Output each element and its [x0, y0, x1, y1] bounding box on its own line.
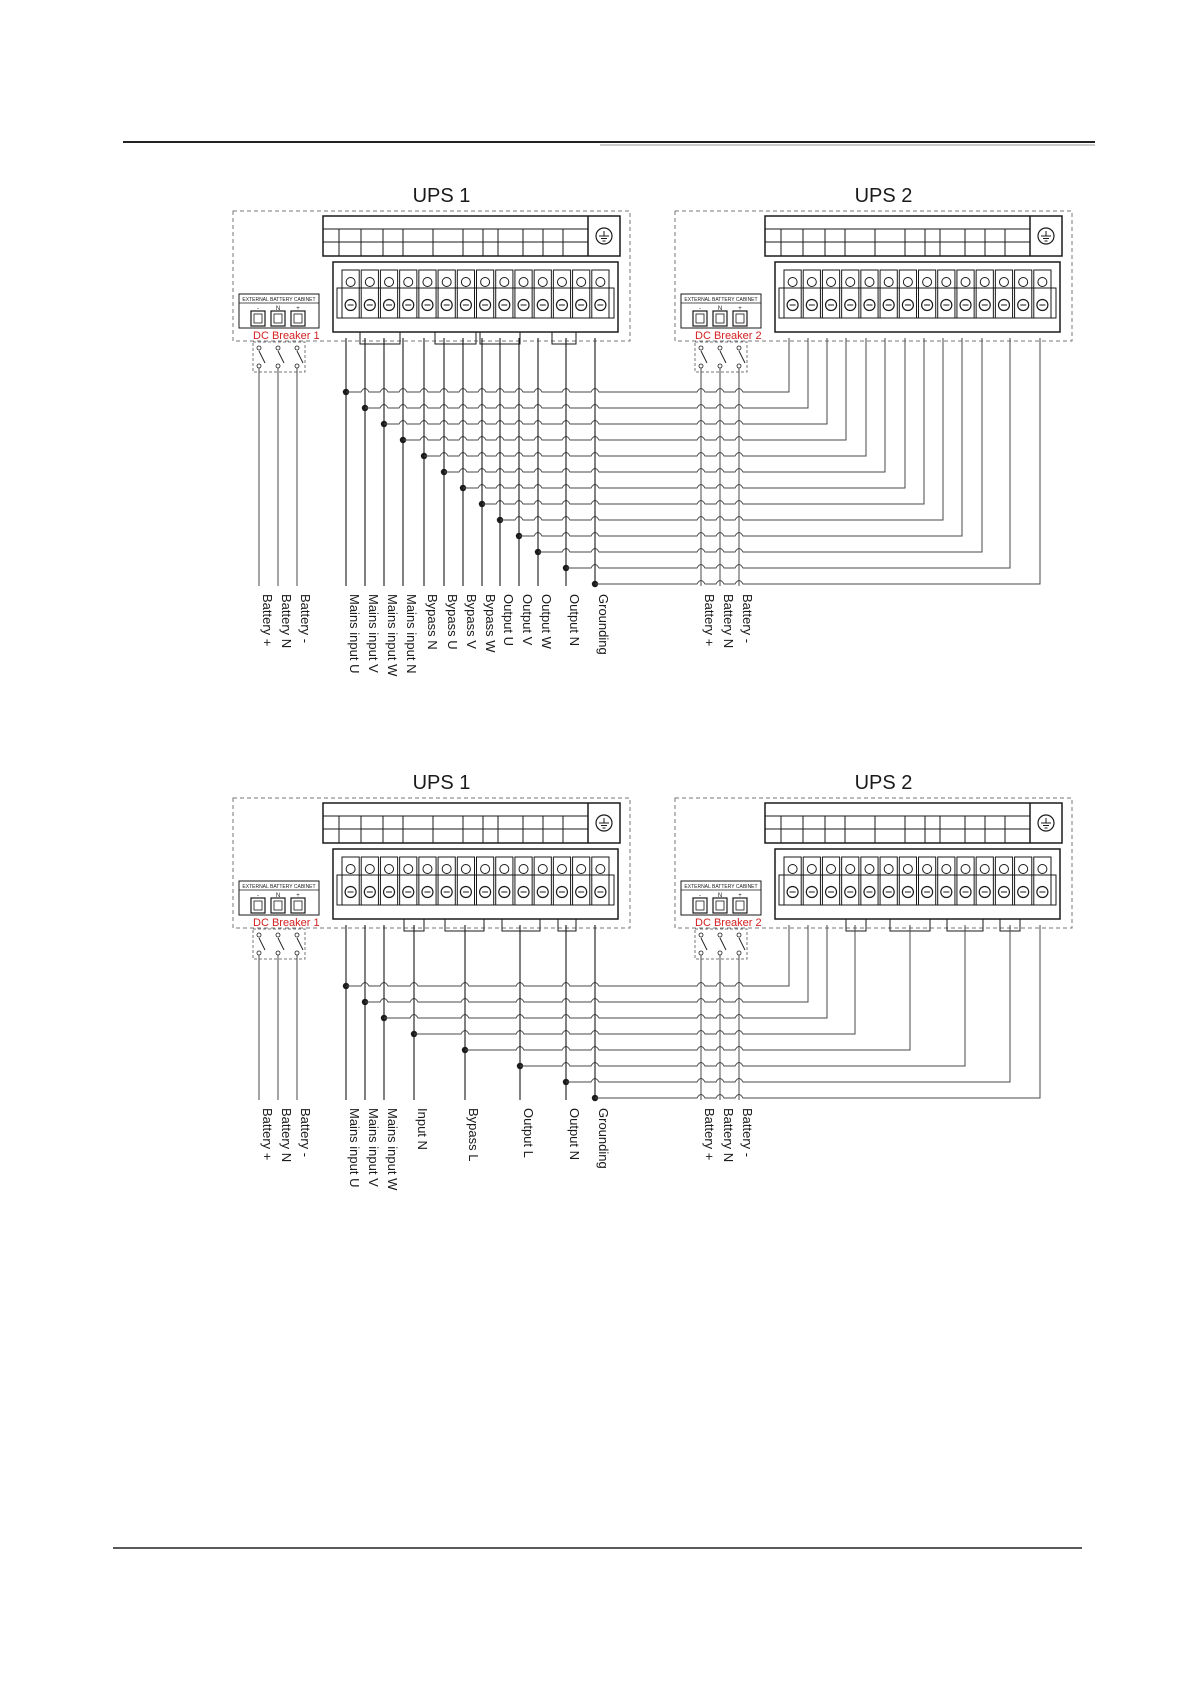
battery-cabinet-label: EXTERNAL BATTERY CABINET — [684, 297, 758, 303]
cabinet-terminal-inner — [736, 901, 744, 910]
terminal-screw-icon — [404, 865, 413, 874]
terminal-screw-icon — [500, 278, 509, 287]
terminal-screw-icon — [365, 278, 374, 287]
cabinet-terminal-label: + — [738, 893, 742, 899]
breaker-switch-icon — [720, 938, 726, 950]
dc-breaker-label: DC Breaker 2 — [695, 917, 762, 929]
breaker-switch-icon — [297, 938, 303, 950]
cabinet-terminal-label: - — [257, 893, 259, 899]
cabinet-terminal-label: + — [296, 306, 300, 312]
breaker-contact-icon — [257, 951, 261, 955]
breaker-switch-icon — [739, 938, 745, 950]
terminal-screw-icon — [1019, 278, 1028, 287]
terminal-jumper — [558, 919, 576, 931]
terminal-screw-icon — [500, 865, 509, 874]
terminal-label-block — [323, 216, 620, 256]
breaker-switch-icon — [720, 351, 726, 363]
label-ups1-battery-plus: Battery + — [260, 594, 275, 647]
terminal-screw-icon — [846, 278, 855, 287]
cabinet-terminal-inner — [274, 901, 282, 910]
dc-breaker-label: DC Breaker 1 — [253, 917, 320, 929]
breaker-switch-icon — [259, 351, 265, 363]
label-ups1-battery-n: Battery N — [279, 1108, 294, 1163]
cabinet-terminal-label: - — [699, 306, 701, 312]
breaker-switch-icon — [701, 351, 707, 363]
cabinet-terminal-label: + — [296, 893, 300, 899]
terminal-screw-icon — [865, 865, 874, 874]
cabinet-terminal-inner — [254, 314, 262, 323]
label-mains-input-w: Mains input W — [385, 1108, 400, 1191]
parallel-link-wire — [520, 925, 965, 1066]
terminal-screw-icon — [942, 865, 951, 874]
terminal-screw-icon — [442, 278, 451, 287]
breaker-contact-icon — [257, 346, 261, 350]
terminal-screw-icon — [519, 865, 528, 874]
terminal-screw-icon — [538, 865, 547, 874]
terminal-screw-icon — [423, 865, 432, 874]
cabinet-terminal — [291, 898, 305, 913]
label-ups2-battery-minus: Battery - — [740, 1108, 755, 1158]
terminal-jumper — [846, 919, 866, 931]
cabinet-terminal — [713, 311, 727, 326]
ups-1-unit — [233, 185, 630, 372]
cabinet-terminal-label: N — [717, 306, 723, 312]
terminal-jumper — [552, 332, 576, 344]
breaker-switch-icon — [739, 351, 745, 363]
terminal-screw-icon — [788, 865, 797, 874]
label-ups2-battery-minus: Battery - — [740, 594, 755, 644]
breaker-contact-icon — [295, 364, 299, 368]
cabinet-terminal-label: - — [257, 306, 259, 312]
ups-2-unit — [675, 772, 1072, 959]
cabinet-terminal — [271, 898, 285, 913]
label-ups1-battery-minus: Battery - — [298, 594, 313, 644]
terminal-jumper — [360, 332, 400, 344]
cabinet-terminal — [733, 898, 747, 913]
terminal-screw-icon — [807, 865, 816, 874]
single-phase-parallel-wiring-diagram — [233, 772, 1072, 1191]
parallel-link-wire — [365, 338, 808, 408]
terminal-label-block — [765, 216, 1062, 256]
terminal-screw-icon — [365, 865, 374, 874]
label-ups2-battery-n: Battery N — [721, 594, 736, 649]
label-grounding: Grounding — [596, 1108, 611, 1169]
breaker-switch-icon — [278, 938, 284, 950]
label-output-w: Output W — [539, 594, 554, 649]
label-output-u: Output U — [501, 594, 516, 647]
label-mains-input-u: Mains input U — [347, 594, 362, 674]
terminal-label-block — [765, 803, 1062, 843]
terminal-strip — [333, 262, 618, 332]
cabinet-terminal-inner — [696, 901, 704, 910]
terminal-screw-icon — [827, 278, 836, 287]
cabinet-terminal-label: N — [275, 306, 281, 312]
label-ups2-battery-n: Battery N — [721, 1108, 736, 1163]
label-mains-input-u: Mains input U — [347, 1108, 362, 1188]
breaker-contact-icon — [295, 951, 299, 955]
terminal-screw-icon — [961, 278, 970, 287]
battery-cabinet-label: EXTERNAL BATTERY CABINET — [684, 884, 758, 890]
terminal-jumper — [435, 332, 476, 344]
dc-breaker-label: DC Breaker 1 — [253, 330, 320, 342]
breaker-switch-icon — [701, 938, 707, 950]
label-bypass-w: Bypass W — [483, 594, 498, 653]
cabinet-terminal-label: N — [717, 893, 723, 899]
label-bypass-u: Bypass U — [445, 594, 460, 650]
terminal-screw-icon — [1038, 865, 1047, 874]
terminal-screw-icon — [481, 278, 490, 287]
cabinet-terminal — [271, 311, 285, 326]
terminal-screw-icon — [519, 278, 528, 287]
terminal-strip — [775, 262, 1060, 332]
cabinet-terminal-label: N — [275, 893, 281, 899]
terminal-screw-icon — [404, 278, 413, 287]
battery-cabinet-label: EXTERNAL BATTERY CABINET — [242, 297, 316, 303]
cabinet-terminal-inner — [294, 901, 302, 910]
terminal-screw-icon — [923, 278, 932, 287]
cabinet-terminal-inner — [716, 314, 724, 323]
parallel-link-wire — [595, 338, 1040, 584]
label-grounding: Grounding — [596, 594, 611, 655]
breaker-contact-icon — [718, 951, 722, 955]
parallel-link-wire — [384, 925, 827, 1018]
cabinet-terminal-inner — [716, 901, 724, 910]
terminal-label-block — [323, 803, 620, 843]
terminal-screw-icon — [884, 865, 893, 874]
terminal-screw-icon — [865, 278, 874, 287]
terminal-screw-icon — [903, 865, 912, 874]
cabinet-terminal-label: - — [699, 893, 701, 899]
terminal-screw-icon — [461, 278, 470, 287]
breaker-switch-icon — [278, 351, 284, 363]
cabinet-terminal — [291, 311, 305, 326]
ups-title: UPS 2 — [854, 185, 913, 207]
cabinet-terminal — [251, 898, 265, 913]
terminal-screw-icon — [923, 865, 932, 874]
cabinet-terminal-inner — [294, 314, 302, 323]
breaker-contact-icon — [737, 951, 741, 955]
ups-title: UPS 2 — [854, 772, 913, 794]
terminal-screw-icon — [596, 865, 605, 874]
parallel-link-wire — [424, 338, 866, 456]
breaker-contact-icon — [699, 933, 703, 937]
terminal-screw-icon — [846, 865, 855, 874]
label-mains-input-n: Mains input N — [404, 594, 419, 674]
breaker-contact-icon — [737, 346, 741, 350]
terminal-screw-icon — [461, 865, 470, 874]
dc-breaker-label: DC Breaker 2 — [695, 330, 762, 342]
terminal-screw-icon — [1019, 865, 1028, 874]
ups-title: UPS 1 — [412, 185, 471, 207]
terminal-screw-icon — [385, 865, 394, 874]
terminal-screw-icon — [827, 865, 836, 874]
cabinet-terminal — [693, 898, 707, 913]
parallel-link-wire — [465, 925, 910, 1050]
breaker-contact-icon — [276, 346, 280, 350]
interconnect-wires — [259, 925, 1040, 1101]
cabinet-terminal-label: + — [738, 306, 742, 312]
parallel-link-wire — [384, 338, 827, 424]
parallel-link-wire — [365, 925, 808, 1002]
label-bypass-l: Bypass L — [466, 1108, 481, 1162]
label-bypass-n: Bypass N — [425, 594, 440, 650]
breaker-switch-icon — [297, 351, 303, 363]
breaker-contact-icon — [699, 364, 703, 368]
cabinet-terminal-inner — [254, 901, 262, 910]
parallel-link-wire — [444, 338, 885, 472]
breaker-contact-icon — [699, 346, 703, 350]
label-ups2-battery-plus: Battery + — [702, 594, 717, 647]
label-output-l: Output L — [521, 1108, 536, 1158]
terminal-screw-icon — [807, 278, 816, 287]
cabinet-terminal-inner — [274, 314, 282, 323]
parallel-link-wire — [403, 338, 846, 440]
label-output-v: Output V — [520, 594, 535, 646]
wire-labels — [260, 1108, 755, 1191]
breaker-contact-icon — [257, 364, 261, 368]
parallel-link-wire — [346, 338, 789, 392]
breaker-contact-icon — [257, 933, 261, 937]
label-mains-input-w: Mains input W — [385, 594, 400, 677]
terminal-screw-icon — [557, 278, 566, 287]
terminal-screw-icon — [423, 278, 432, 287]
label-mains-input-v: Mains input V — [366, 594, 381, 673]
terminal-screw-icon — [385, 278, 394, 287]
terminal-screw-icon — [481, 865, 490, 874]
terminal-screw-icon — [596, 278, 605, 287]
cabinet-terminal — [713, 898, 727, 913]
terminal-screw-icon — [788, 278, 797, 287]
label-ups2-battery-plus: Battery + — [702, 1108, 717, 1161]
cabinet-terminal — [733, 311, 747, 326]
cabinet-terminal-inner — [736, 314, 744, 323]
terminal-screw-icon — [980, 278, 989, 287]
terminal-strip — [333, 849, 618, 919]
parallel-link-wire — [463, 338, 905, 488]
terminal-screw-icon — [346, 865, 355, 874]
terminal-screw-icon — [903, 278, 912, 287]
ups-1-unit — [233, 772, 630, 959]
terminal-jumper — [502, 919, 540, 931]
breaker-contact-icon — [718, 346, 722, 350]
three-phase-parallel-wiring-diagram — [233, 185, 1072, 677]
label-ups1-battery-n: Battery N — [279, 594, 294, 649]
battery-cabinet-label: EXTERNAL BATTERY CABINET — [242, 884, 316, 890]
parallel-link-wire — [566, 925, 1010, 1082]
label-mains-input-v: Mains input V — [366, 1108, 381, 1187]
label-input-n: Input N — [415, 1108, 430, 1150]
terminal-screw-icon — [1038, 278, 1047, 287]
breaker-contact-icon — [699, 951, 703, 955]
wire-labels — [260, 594, 755, 677]
terminal-screw-icon — [346, 278, 355, 287]
terminal-screw-icon — [442, 865, 451, 874]
breaker-contact-icon — [718, 364, 722, 368]
cabinet-terminal — [251, 311, 265, 326]
parallel-link-wire — [346, 925, 789, 986]
terminal-screw-icon — [538, 278, 547, 287]
interconnect-wires — [259, 338, 1040, 587]
breaker-switch-icon — [259, 938, 265, 950]
label-ups1-battery-plus: Battery + — [260, 1108, 275, 1161]
terminal-screw-icon — [980, 865, 989, 874]
breaker-contact-icon — [737, 364, 741, 368]
ups-title: UPS 1 — [412, 772, 471, 794]
terminal-screw-icon — [999, 865, 1008, 874]
breaker-contact-icon — [295, 346, 299, 350]
breaker-contact-icon — [737, 933, 741, 937]
terminal-screw-icon — [961, 865, 970, 874]
terminal-screw-icon — [577, 278, 586, 287]
label-bypass-v: Bypass V — [464, 594, 479, 649]
cabinet-terminal — [693, 311, 707, 326]
breaker-contact-icon — [718, 933, 722, 937]
terminal-strip — [775, 849, 1060, 919]
breaker-contact-icon — [276, 933, 280, 937]
terminal-screw-icon — [942, 278, 951, 287]
terminal-screw-icon — [884, 278, 893, 287]
label-ups1-battery-minus: Battery - — [298, 1108, 313, 1158]
cabinet-terminal-inner — [696, 314, 704, 323]
terminal-screw-icon — [999, 278, 1008, 287]
label-output-n: Output N — [567, 594, 582, 647]
parallel-link-wire — [595, 925, 1040, 1098]
breaker-contact-icon — [295, 933, 299, 937]
terminal-screw-icon — [577, 865, 586, 874]
breaker-contact-icon — [276, 364, 280, 368]
ups-2-unit — [675, 185, 1072, 372]
label-output-n: Output N — [567, 1108, 582, 1161]
breaker-contact-icon — [276, 951, 280, 955]
terminal-screw-icon — [557, 865, 566, 874]
